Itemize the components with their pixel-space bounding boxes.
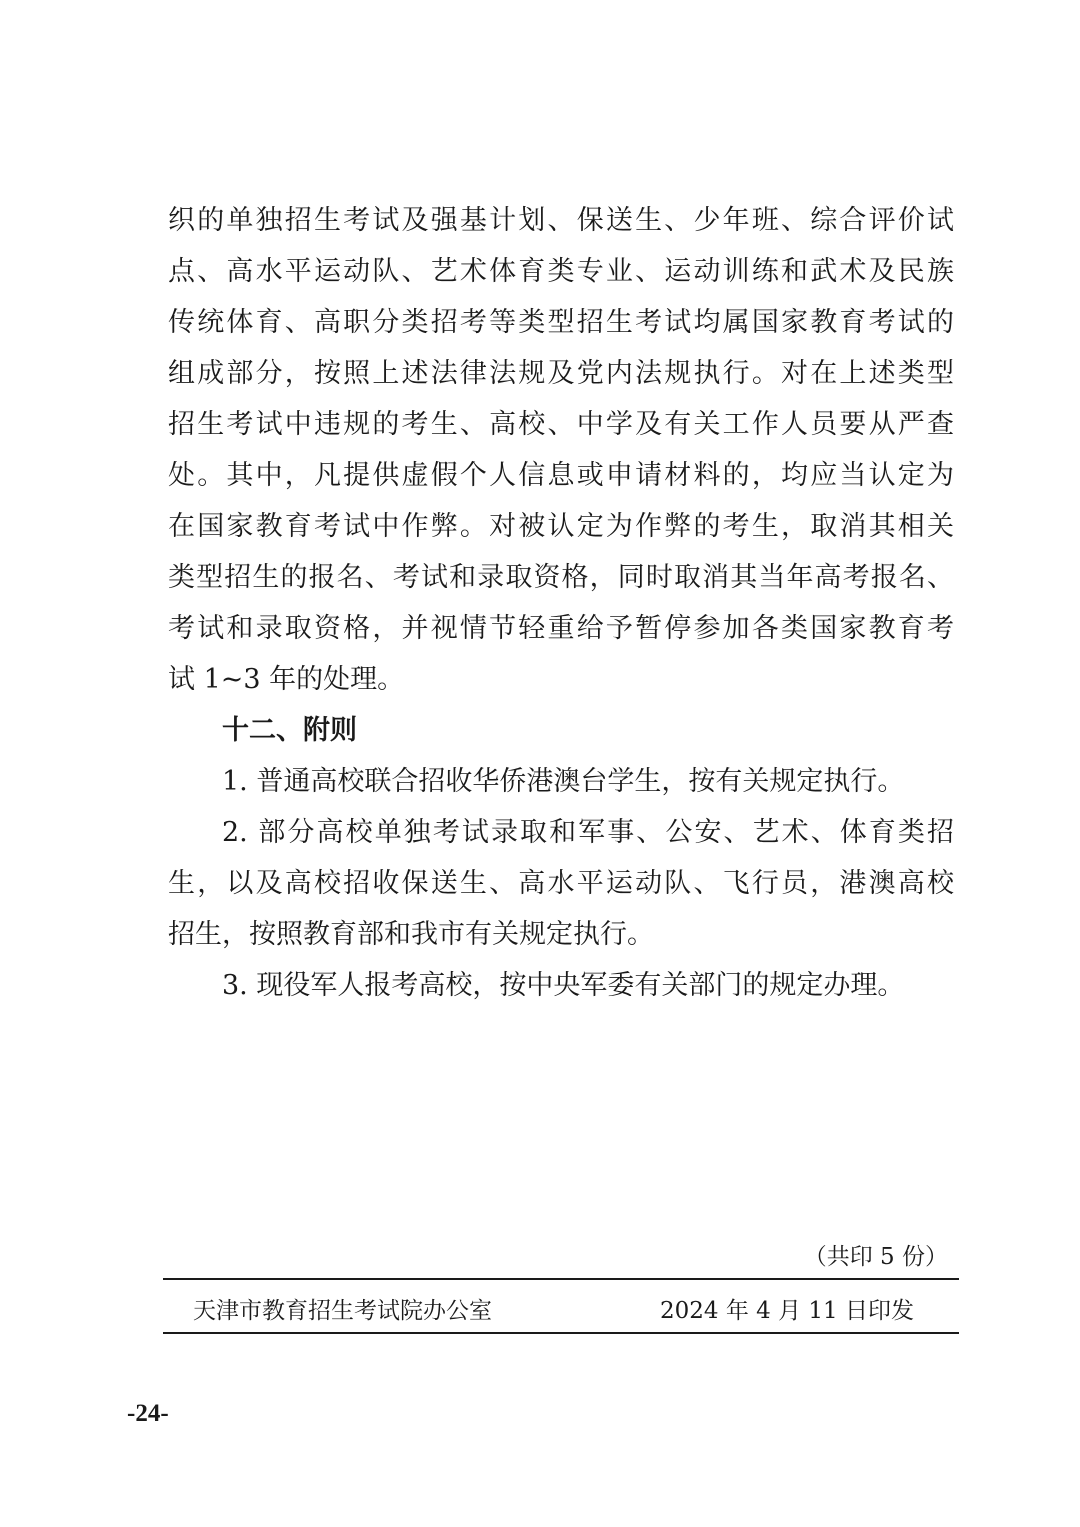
text-line: 点、高水平运动队、艺术体育类专业、运动训练和武术及民族 [168, 256, 954, 287]
text-line: 织的单独招生考试及强基计划、保送生、少年班、综合评价试 [168, 205, 954, 236]
section-heading: 十二、附则 [222, 715, 357, 746]
copies-note: （共印 5 份） [803, 1244, 948, 1270]
page-number: -24- [127, 1400, 169, 1427]
list-item-3: 3. 现役军人报考高校，按中央军委有关部门的规定办理。 [222, 970, 905, 1001]
text-line: 组成部分，按照上述法律法规及党内法规执行。对在上述类型 [168, 358, 954, 389]
footer-bottom-rule [163, 1332, 959, 1334]
text-line: 传统体育、高职分类招考等类型招生考试均属国家教育考试的 [168, 307, 954, 338]
text-line: 招生考试中违规的考生、高校、中学及有关工作人员要从严查 [168, 409, 954, 440]
issue-date: 2024 年 4 月 11 日印发 [660, 1298, 914, 1324]
text-line: 生，以及高校招收保送生、高水平运动队、飞行员，港澳高校 [168, 868, 954, 899]
list-item-1: 1. 普通高校联合招收华侨港澳台学生，按有关规定执行。 [222, 766, 905, 797]
text-line: 试 1~3 年的处理。 [168, 664, 405, 695]
text-line: 处。其中，凡提供虚假个人信息或申请材料的，均应当认定为 [168, 460, 954, 491]
text-line: 在国家教育考试中作弊。对被认定为作弊的考生，取消其相关 [168, 511, 954, 542]
text-line: 类型招生的报名、考试和录取资格，同时取消其当年高考报名、 [168, 562, 954, 593]
text-line: 考试和录取资格，并视情节轻重给予暂停参加各类国家教育考 [168, 613, 954, 644]
footer-top-rule [163, 1278, 959, 1280]
text-line: 2. 部分高校单独考试录取和军事、公安、艺术、体育类招 [222, 817, 954, 848]
text-line: 招生，按照教育部和我市有关规定执行。 [168, 919, 654, 950]
issuer-name: 天津市教育招生考试院办公室 [193, 1298, 492, 1324]
